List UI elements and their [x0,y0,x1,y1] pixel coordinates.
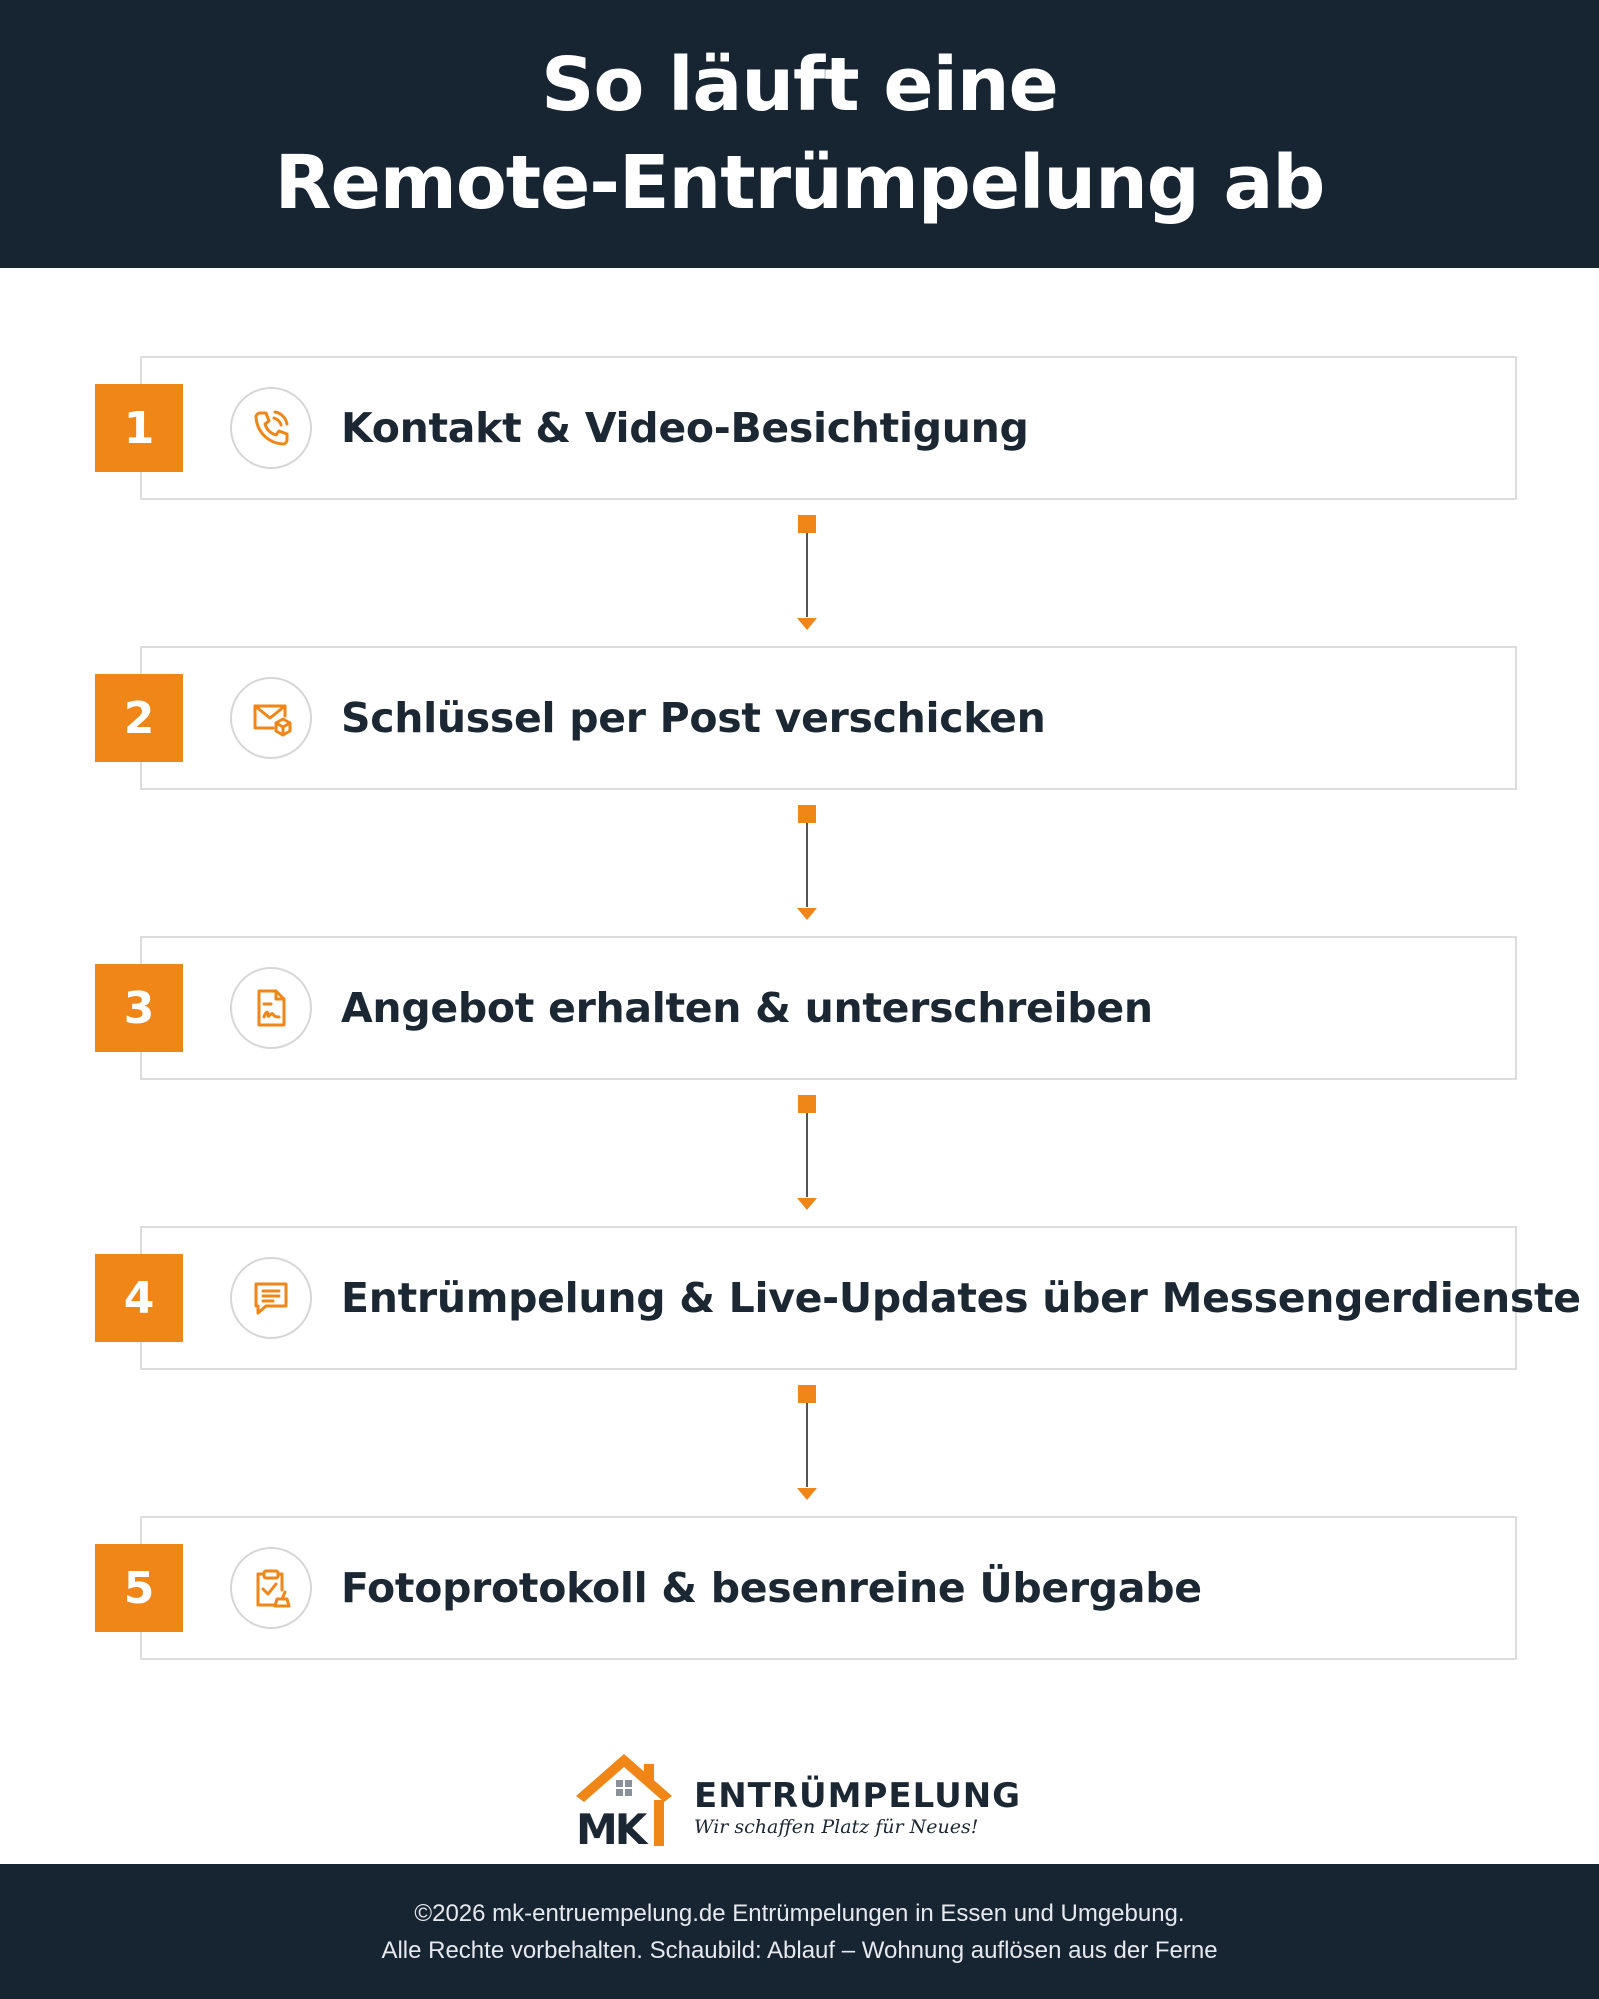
signed-document-icon [230,967,312,1049]
step-number-3: 3 [95,964,183,1052]
footer [0,1864,1599,1999]
step-label-2: Schlüssel per Post verschicken [341,694,1046,742]
house-logo-icon [574,1750,674,1850]
step-card-1 [140,356,1517,500]
logo-title: ENTRÜMPELUNG [694,1776,1022,1816]
connector-arrow-2 [796,805,818,920]
step-label-1: Kontakt & Video-Besichtigung [341,404,1029,452]
step-number-2: 2 [95,674,183,762]
logo-mark-text: MK [576,1805,645,1850]
footer-rights: Alle Rechte vorbehalten. Schaubild: Ablauf – Wohnung auflösen aus der Ferne [381,1936,1218,1964]
step-label-3: Angebot erhalten & unterschreiben [341,984,1153,1032]
clipboard-broom-icon [230,1547,312,1629]
logo-tagline: Wir schaffen Platz für Neues! [694,1816,979,1838]
step-label-5: Fotoprotokoll & besenreine Übergabe [341,1564,1202,1612]
mail-package-icon [230,677,312,759]
connector-arrow-3 [796,1095,818,1210]
page-title-line2: Remote-Entrümpelung ab [274,140,1325,226]
step-number-4: 4 [95,1254,183,1342]
header-banner [0,0,1599,268]
footer-copyright: ©2026 mk-entruempelung.de Entrümpelungen in Essen und Umgebung. [414,1899,1185,1927]
step-card-4 [140,1226,1581,1370]
chat-message-icon [230,1257,312,1339]
step-label-4: Entrümpelung & Live-Updates über Messengerdienste [341,1274,1581,1322]
step-card-5 [140,1516,1517,1660]
company-logo [574,1750,1034,1850]
step-number-1: 1 [95,384,183,472]
step-card-2 [140,646,1517,790]
step-card-3 [140,936,1517,1080]
step-number-5: 5 [95,1544,183,1632]
connector-arrow-1 [796,515,818,630]
connector-arrow-4 [796,1385,818,1500]
phone-icon [230,387,312,469]
page-title-line1: So läuft eine [541,42,1058,128]
